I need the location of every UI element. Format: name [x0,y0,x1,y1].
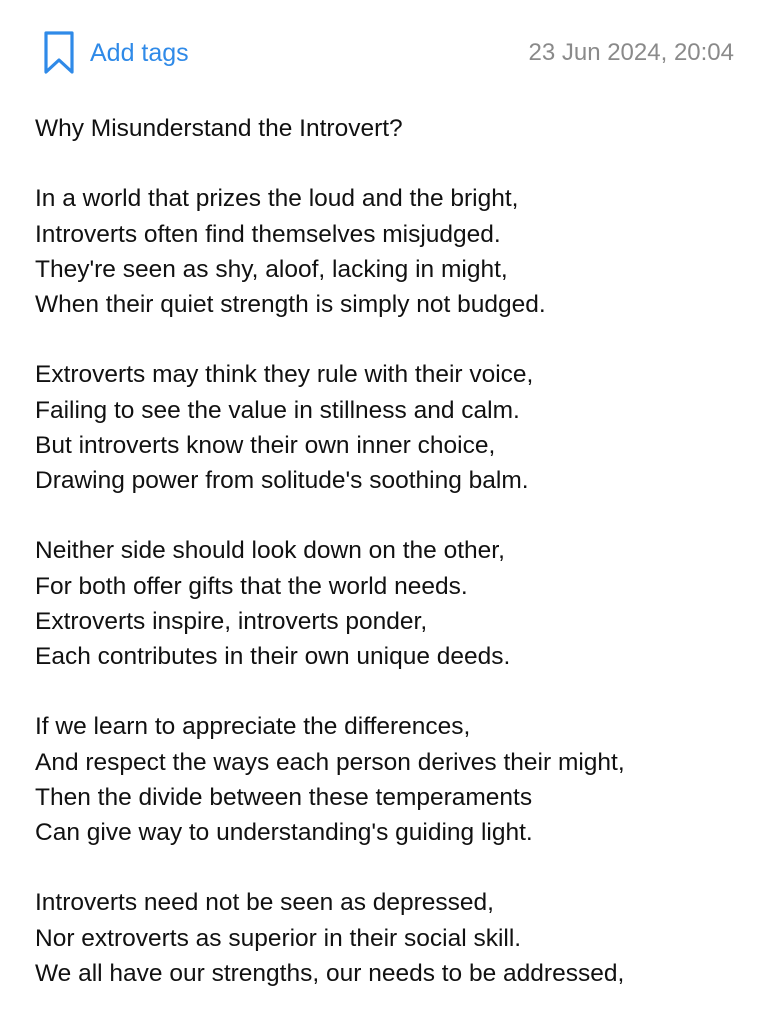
poem-line: Extroverts may think they rule with their voice, [35,361,534,389]
add-tags-button[interactable] [42,30,189,76]
poem-line: Extroverts inspire, introverts ponder, [35,607,428,635]
note-title: Why Misunderstand the Introvert? [35,115,403,142]
stanza [35,885,745,991]
poem-line: We all have our strengths, our needs to be addressed, [35,959,625,987]
poem-line: If we learn to appreciate the differences, [35,713,471,741]
poem-line: Each contributes in their own unique deeds. [35,643,511,670]
note-header [0,0,768,104]
poem-line: Can give way to understanding's guiding light. [35,819,533,846]
poem-line: They're seen as shy, aloof, lacking in might, [35,255,508,283]
note-body[interactable] [35,111,745,991]
poem-line: And respect the ways each person derives their might, [35,748,625,776]
poem-line: When their quiet strength is simply not budged. [35,291,546,318]
stanza [35,709,745,850]
stanza [35,533,745,674]
poem-line: Neither side should look down on the other, [35,537,505,565]
poem-line: Then the divide between these temperaments [35,783,533,811]
poem-line: Introverts often find themselves misjudged. [35,220,501,248]
poem-line: But introverts know their own inner choice, [35,431,496,459]
poem-line: Nor extroverts as superior in their social skill. [35,924,522,952]
bookmark-icon [42,30,76,76]
poem-line: In a world that prizes the loud and the bright, [35,185,519,213]
poem-line: Introverts need not be seen as depressed, [35,889,494,917]
stanza [35,357,745,498]
note-timestamp: 23 Jun 2024, 20:04 [528,39,734,66]
poem-line: For both offer gifts that the world needs. [35,572,468,600]
add-tags-label: Add tags [90,39,189,67]
poem-line: Drawing power from solitude's soothing balm. [35,467,529,494]
stanza [35,181,745,322]
poem-line: Failing to see the value in stillness and calm. [35,396,520,424]
